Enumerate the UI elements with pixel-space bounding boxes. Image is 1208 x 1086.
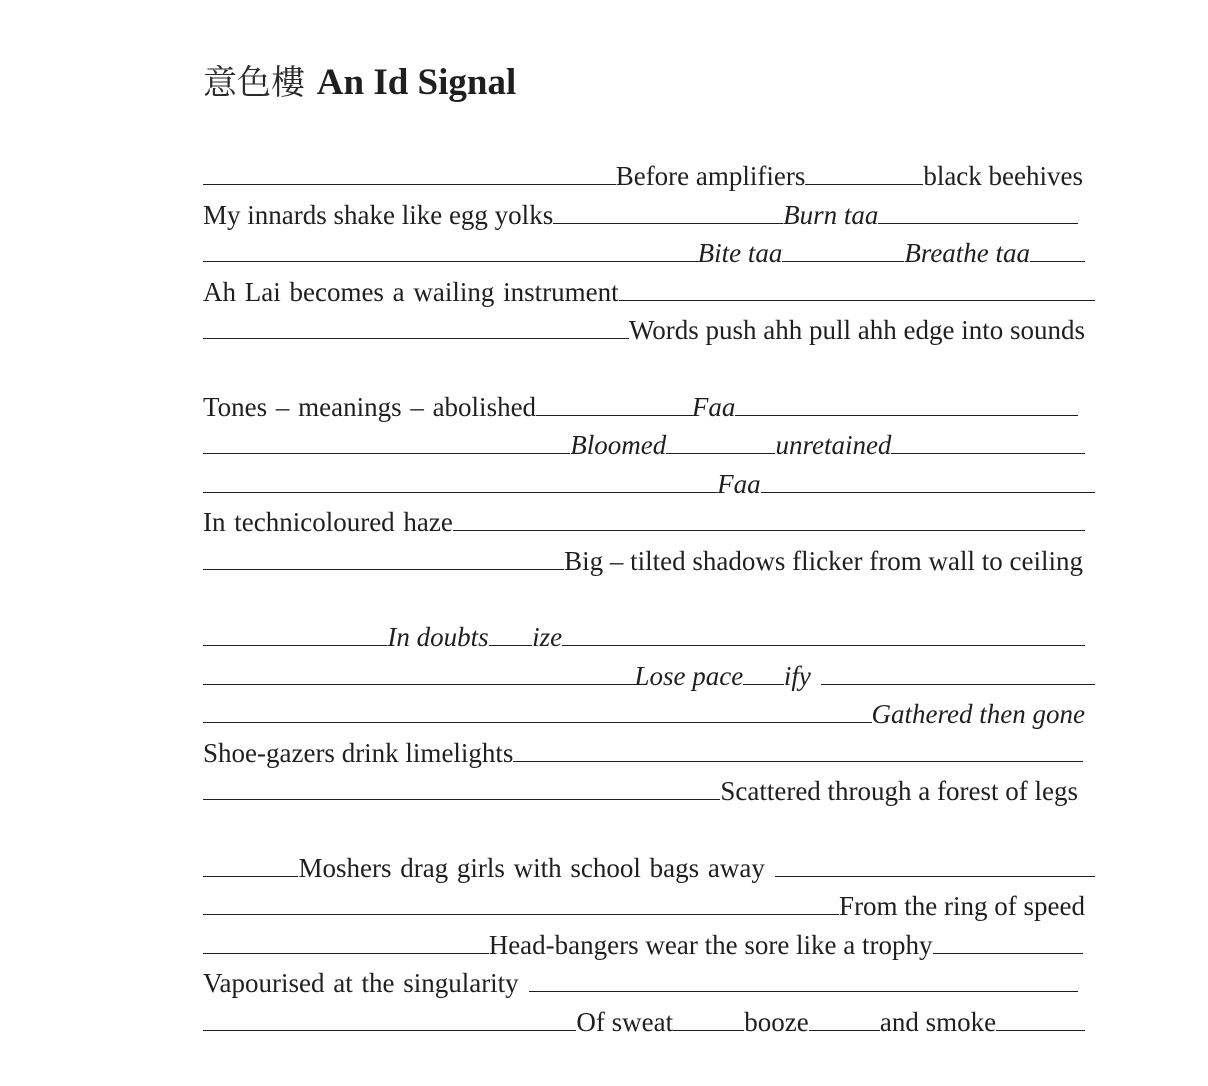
poem-line [203, 200, 1078, 238]
italic-phrase: Faa [691, 391, 736, 422]
dash-rule [933, 953, 1083, 954]
italic-phrase: ize [532, 622, 563, 652]
phrase: Head-bangers wear the sore like a trophy [488, 929, 933, 960]
poem-line [203, 315, 1085, 353]
dash-rule [1030, 261, 1085, 262]
poem-line [203, 968, 1078, 1006]
dash-rule [203, 645, 387, 646]
dash-rule [203, 492, 717, 493]
phrase: My innards shake like egg yolks [203, 199, 554, 230]
dash-rule [203, 876, 298, 877]
dash-rule [782, 261, 904, 262]
poem-line [203, 776, 1078, 814]
phrase: Before amplifiers [615, 161, 806, 191]
dash-rule [735, 415, 1078, 416]
dash-rule [996, 1030, 1085, 1031]
italic-phrase: Bloomed [570, 430, 667, 460]
phrase: Words push ahh pull ahh edge into sounds [628, 315, 1085, 345]
italic-phrase: Faa [717, 468, 761, 499]
poem-line [203, 1007, 1085, 1045]
dash-rule [203, 722, 872, 723]
poem-line [203, 277, 1095, 315]
italic-phrase: Burn taa [783, 199, 879, 230]
dash-rule [453, 530, 1085, 531]
poem-line [203, 392, 1078, 430]
dash-rule [619, 300, 1095, 301]
dash-rule [203, 1030, 576, 1031]
italic-phrase: unretained [775, 430, 892, 460]
dash-rule [805, 184, 923, 185]
dash-rule [203, 914, 839, 915]
dash-rule [203, 684, 635, 685]
dash-rule [761, 492, 1095, 493]
dash-rule [536, 415, 692, 416]
phrase: Of sweat [576, 1006, 674, 1037]
dash-rule [203, 799, 720, 800]
poem-line [203, 161, 1083, 199]
italic-phrase: In doubts [387, 622, 489, 652]
poem-line [203, 507, 1085, 545]
poem-line [203, 891, 1085, 929]
italic-phrase: Bite taa [697, 238, 783, 268]
poem-line [203, 661, 1095, 699]
dash-rule [489, 645, 532, 646]
title-chinese: 意色樓 [203, 63, 305, 103]
phrase: Scattered through a forest of legs [720, 776, 1078, 806]
dash-rule [513, 761, 1083, 762]
dash-rule [562, 645, 1085, 646]
italic-phrase: Breathe taa [904, 238, 1031, 268]
poem-line [203, 853, 1095, 891]
dash-rule [775, 876, 1095, 877]
dash-rule [203, 453, 570, 454]
poem-line [203, 930, 1083, 968]
poem-line [203, 469, 1095, 507]
dash-rule [891, 453, 1085, 454]
phrase: black beehives [923, 161, 1083, 191]
phrase: In technicoloured haze [203, 507, 453, 537]
italic-phrase: Lose pace [634, 660, 744, 691]
poem-line [203, 738, 1083, 776]
phrase: Moshers drag girls with school bags away [298, 852, 765, 883]
poem-title [203, 56, 516, 109]
phrase: Ah Lai becomes a wailing instrument [203, 276, 619, 307]
dash-rule [878, 223, 1078, 224]
dash-rule [553, 223, 783, 224]
poem-line [203, 238, 1085, 276]
dash-rule [203, 261, 698, 262]
poem-line [203, 546, 1083, 584]
phrase: and smoke [879, 1006, 997, 1037]
dash-rule [203, 953, 489, 954]
phrase: Big – tilted shadows flicker from wall to ceiling [564, 545, 1083, 576]
dash-rule [203, 569, 564, 570]
dash-rule [743, 684, 784, 685]
italic-phrase: ify [783, 660, 811, 691]
poem-line [203, 430, 1085, 468]
dash-rule [203, 338, 629, 339]
phrase: Tones – meanings – abolished [203, 391, 537, 422]
dash-rule [203, 184, 616, 185]
dash-rule [809, 1030, 880, 1031]
dash-rule [673, 1030, 744, 1031]
phrase: Shoe-gazers drink limelights [203, 737, 514, 768]
title-english: An Id Signal [316, 62, 517, 103]
phrase: booze [744, 1006, 809, 1037]
dash-rule [821, 684, 1095, 685]
poem-line [203, 622, 1085, 660]
dash-rule [666, 453, 775, 454]
phrase: Vapourised at the singularity [203, 968, 519, 998]
italic-phrase: Gathered then gone [871, 699, 1085, 729]
poem-line [203, 699, 1085, 737]
dash-rule [529, 991, 1078, 992]
phrase: From the ring of speed [839, 891, 1085, 921]
